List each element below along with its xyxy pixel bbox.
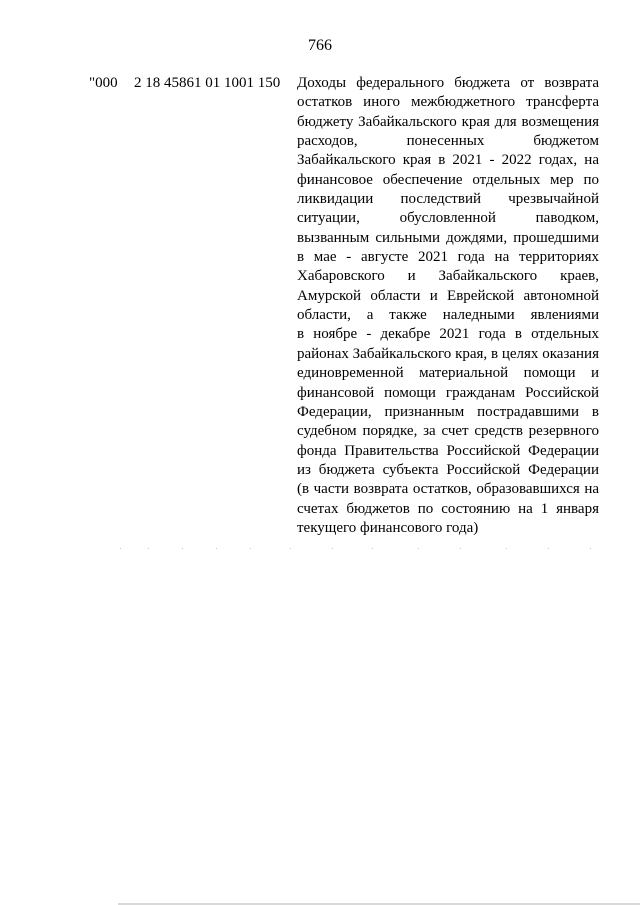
row-prefix: "000 — [89, 75, 118, 91]
description-line: судебном порядке, за счет средств резервного — [297, 423, 599, 440]
description-line: ликвидации последствий чрезвычайной — [297, 191, 599, 208]
description-line: вызванным сильными дождями, прошедшими — [297, 229, 599, 246]
scan-artifact-dots — [120, 548, 600, 550]
description-line: районах Забайкальского края, в целях оказания — [297, 345, 599, 362]
description-line: ситуации, обусловленной паводком, — [297, 210, 599, 227]
description-line: в мае - августе 2021 года на территориях — [297, 249, 599, 266]
description-line: расходов, понесенных бюджетом — [297, 133, 599, 150]
description-line: (в части возврата остатков, образовавшихся на — [297, 481, 599, 498]
description-line: из бюджета субъекта Российской Федерации — [297, 461, 599, 478]
description-line: текущего финансового года) — [297, 519, 479, 536]
income-description — [297, 74, 599, 538]
budget-classification-code: 2 18 45861 01 1001 150 — [134, 75, 281, 91]
description-line: финансовой помощи гражданам Российской — [297, 384, 599, 401]
description-line: остатков иного межбюджетного трансферта — [297, 94, 599, 111]
description-line: Доходы федерального бюджета от возврата — [297, 75, 599, 91]
description-line: финансовое обеспечение отдельных мер по — [297, 171, 599, 188]
description-line: бюджету Забайкальского края для возмещения — [297, 113, 599, 130]
description-line: области, а также наледными явлениями — [297, 307, 599, 324]
page-number: 766 — [308, 37, 332, 54]
description-line: счетах бюджетов по состоянию на 1 января — [297, 500, 599, 517]
description-line: Федерации, признанным пострадавшими в — [297, 403, 599, 420]
description-line: Амурской области и Еврейской автономной — [297, 287, 599, 304]
description-line: в ноябре - декабре 2021 года в отдельных — [297, 326, 599, 343]
description-line: единовременной материальной помощи и — [297, 365, 599, 382]
description-line: фонда Правительства Российской Федерации — [297, 442, 599, 459]
description-line: Забайкальского края в 2021 - 2022 годах, на — [297, 152, 599, 169]
description-line: Хабаровского и Забайкальского краев, — [297, 268, 599, 285]
